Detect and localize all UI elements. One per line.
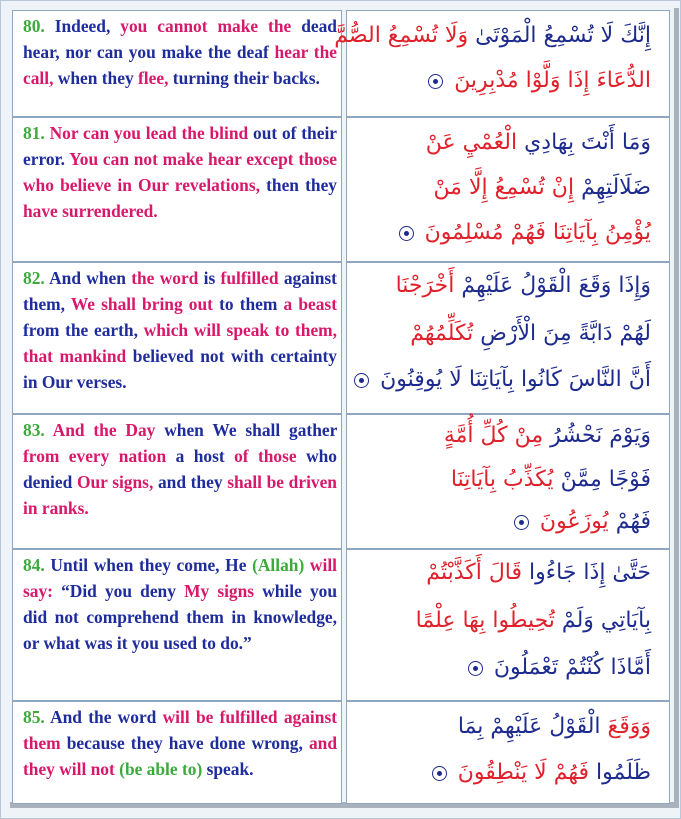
phrase: or what was it you used to do.” [23,633,252,653]
verse-number: 80. [23,16,45,36]
phrase: is [203,268,216,288]
phrase: Indeed, [54,16,111,36]
arabic-phrase: فَهُمْ لَا يَنْطِقُونَ [457,760,589,785]
phrase: You can not make hear [69,149,242,169]
arabic-phrase: أَمَّاذَا كُنْتُمْ تَعْمَلُونَ [493,655,651,680]
phrase: nor can you make the [65,42,232,62]
arabic-line [395,218,651,248]
phrase: from the earth, [23,320,138,340]
phrase: when We shall gather [164,420,338,440]
arabic-phrase: وَوَقَعَ [607,714,651,739]
phrase: because they have done wrong, [66,733,303,753]
phrase: to them [219,294,278,314]
english-cell [12,414,342,549]
english-translation [23,265,337,395]
english-cell [12,262,342,414]
phrase: have surrendered. [23,201,158,221]
arabic-line [433,173,651,203]
phrase: And the Day [52,420,156,440]
phrase: hear the call, [23,42,337,88]
phrase: who denied [23,446,337,492]
phrase: will be fulfilled against them [23,707,337,753]
arabic-line [426,558,651,588]
arabic-phrase: الْقَوْلُ عَلَيْهِمْ بِمَا [457,714,601,739]
phrase: My signs [184,581,255,601]
arabic-line [458,712,651,742]
phrase: a host [175,446,225,466]
phrase: He [225,555,247,575]
arabic-phrase: إِنْ تُسْمِعُ إِلَّا مَنْ [433,175,575,200]
verse-end-marker-icon [354,373,369,388]
arabic-phrase: تُحِيطُوا بِهَا عِلْمًا [415,608,555,633]
verse-number: 85. [23,707,45,727]
arabic-phrase: وَمَا أَنْتَ بِهَادِي [524,130,651,155]
phrase: speak. [206,759,254,779]
verse-end-marker-icon [428,74,443,89]
phrase: out of their error. [23,123,337,169]
english-translation [23,13,337,91]
arabic-line [350,365,651,395]
verse-row-80 [6,10,670,117]
phrase: (be able to) [119,759,203,779]
arabic-line [334,21,651,51]
phrase: Our signs, [76,472,154,492]
phrase: except those who believe in Our revelations, [23,149,337,195]
verse-end-marker-icon [399,226,414,241]
arabic-phrase: إِنَّكَ لَا تُسْمِعُ الْمَوْتَىٰ [475,23,651,48]
phrase: a beast [283,294,337,314]
arabic-line [424,66,651,96]
arabic-line [464,653,651,683]
verse-row-85 [6,701,670,804]
phrase: And when [49,268,126,288]
phrase: shall be driven in ranks. [23,472,337,518]
phrase: believed not with certainty in Our verses. [23,346,337,392]
arabic-phrase: الْعُمْيِ عَنْ [425,130,518,155]
arabic-phrase: فَوْجًا مِمَّنْ [560,467,651,492]
phrase: We shall bring out [70,294,213,314]
arabic-cell [334,10,670,117]
phrase: And the word [50,707,157,727]
verse-number: 84. [23,555,45,575]
arabic-phrase: فَهُمْ [615,509,651,534]
english-cell [12,549,342,701]
english-cell [12,701,342,804]
arabic-line [444,421,651,451]
arabic-phrase: وَلَا تُسْمِعُ الصُّمَّ [334,23,469,48]
phrase: while you did not comprehend them in knowledge, [23,581,338,627]
verse-row-83 [6,414,670,549]
phrase: deaf [236,42,269,62]
phrase: and they [157,472,223,492]
arabic-line [510,507,651,537]
phrase: fulfilled [220,268,279,288]
arabic-cell [346,117,670,262]
arabic-phrase: لَهُمْ دَابَّةً مِنَ الْأَرْضِ [480,321,651,346]
phrase: against them, [23,268,337,314]
phrase: Nor can you lead the blind [49,123,249,143]
arabic-phrase: أَخْرَجْنَا [395,273,455,298]
phrase: and they will not [23,733,337,779]
arabic-phrase: ضَلَالَتِهِمْ [581,175,651,200]
phrase: flee, [138,68,169,88]
phrase: of those [234,446,297,466]
arabic-phrase: يُكَذِّبُ بِآيَاتِنَا [450,467,554,492]
arabic-cell [346,701,670,804]
arabic-phrase: حَتَّىٰ إِذَا جَاءُوا [529,560,651,585]
phrase: dead hear, [23,16,337,62]
arabic-phrase: بِآيَاتِي وَلَمْ [561,608,651,633]
arabic-phrase: يُوزَعُونَ [539,509,609,534]
phrase: the word [131,268,199,288]
english-translation [23,704,337,782]
phrase: then they [266,175,337,195]
frame-shadow-right [674,8,679,808]
arabic-phrase: تُكَلِّمُهُمْ [410,321,474,346]
arabic-line [410,319,651,349]
phrase: “Did you deny [61,581,176,601]
arabic-cell [346,262,670,414]
arabic-line [426,128,651,158]
phrase: you cannot make the [120,16,292,36]
phrase: turning their backs. [172,68,320,88]
english-cell [12,10,342,117]
verse-number: 83. [23,420,45,440]
phrase: that mankind [23,346,127,366]
arabic-phrase: ظَلَمُوا [596,760,651,785]
english-translation [23,552,337,656]
arabic-phrase: أَنَّ النَّاسَ كَانُوا بِآيَاتِنَا لَا يُوقِنُونَ [380,367,651,392]
arabic-line [428,758,651,788]
verse-end-marker-icon [432,766,447,781]
arabic-phrase: مِنْ كُلِّ أُمَّةٍ [443,423,544,448]
verse-end-marker-icon [514,515,529,530]
verse-row-82 [6,262,670,414]
english-cell [12,117,342,262]
phrase: from every nation [23,446,167,466]
verse-number: 82. [23,268,45,288]
phrase: Until when they come, [50,555,220,575]
arabic-phrase: وَيَوْمَ نَحْشُرُ [550,423,651,448]
arabic-phrase: الدُّعَاءَ إِذَا وَلَّوْا مُدْبِرِينَ [454,68,651,93]
english-translation [23,120,337,224]
arabic-phrase: قَالَ أَكَذَّبْتُمْ [426,560,523,585]
arabic-line [416,606,651,636]
verse-row-81 [6,117,670,262]
verse-row-84 [6,549,670,701]
arabic-cell [346,549,670,701]
phrase: when they [57,68,134,88]
arabic-line [451,465,651,495]
arabic-phrase: وَإِذَا وَقَعَ الْقَوْلُ عَلَيْهِمْ [461,273,651,298]
arabic-phrase: يُؤْمِنُ بِآيَاتِنَا فَهُمْ مُسْلِمُونَ [424,220,651,245]
arabic-cell [346,414,670,549]
arabic-line [396,271,651,301]
phrase: will say: [23,555,337,601]
english-translation [23,417,337,521]
phrase: (Allah) [252,555,305,575]
phrase: which will speak to them, [143,320,337,340]
verse-end-marker-icon [468,661,483,676]
verse-number: 81. [23,123,45,143]
